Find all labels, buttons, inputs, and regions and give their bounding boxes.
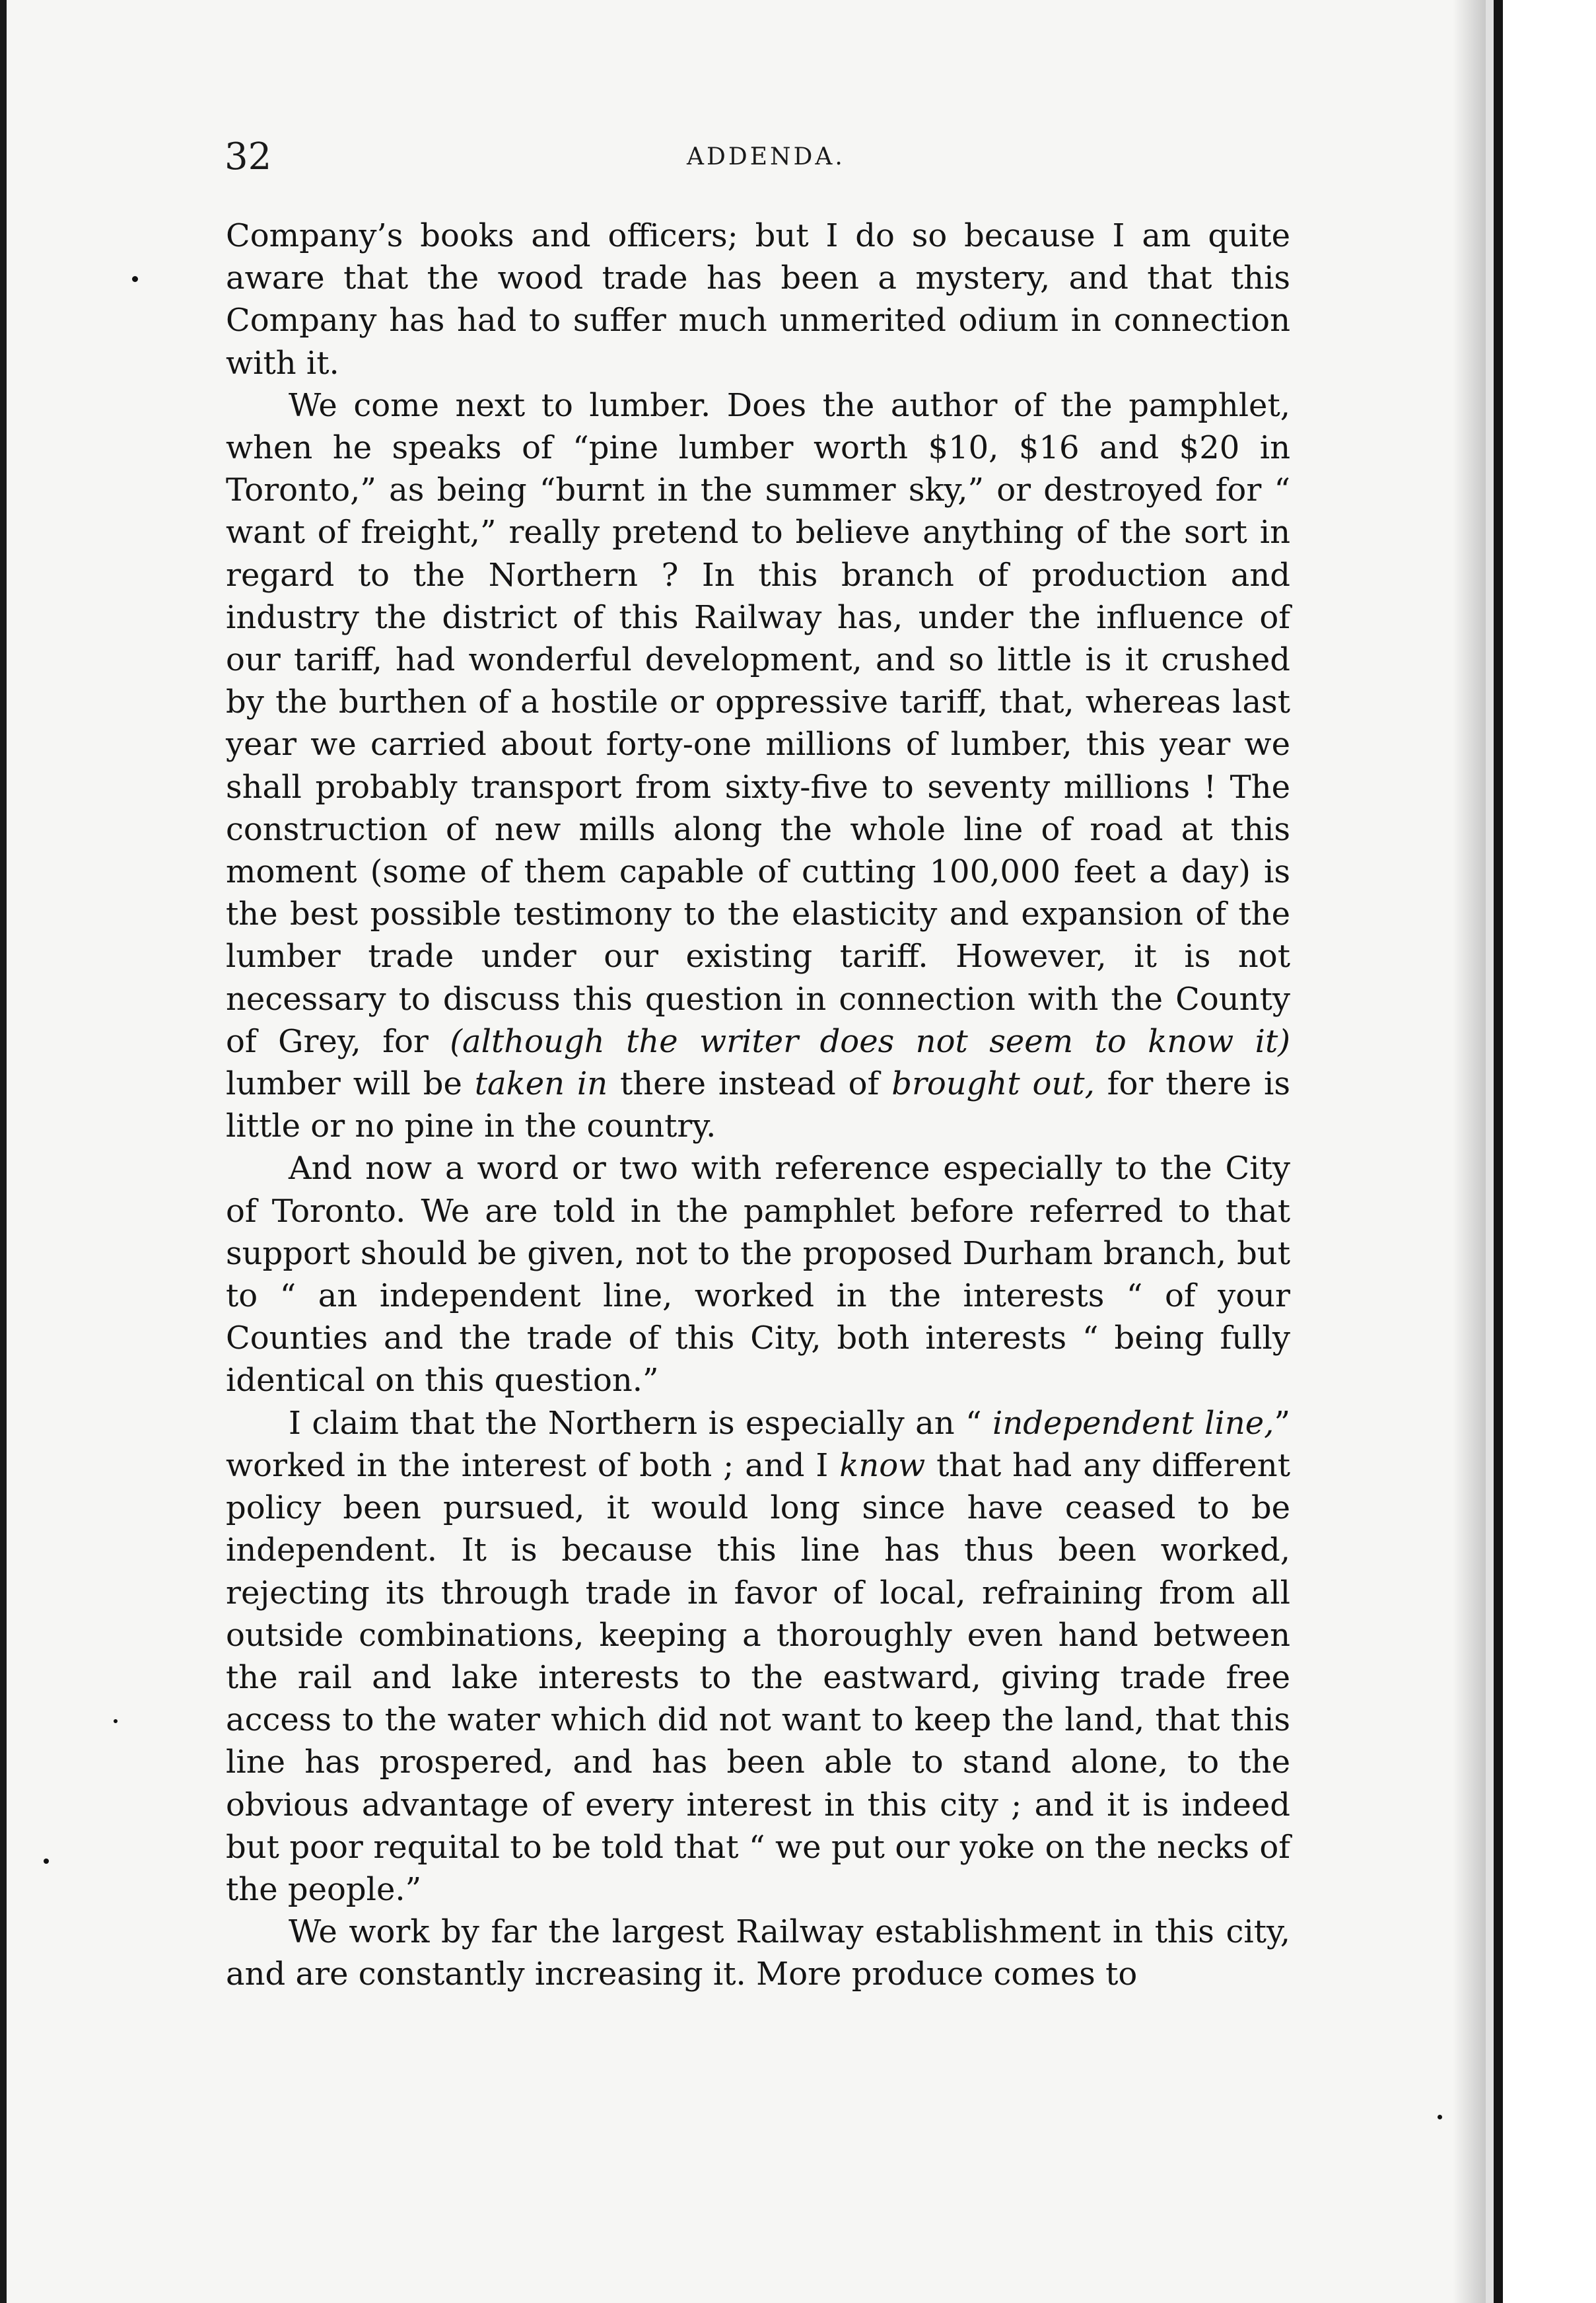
text-run: that had any different policy been pursued, it would long since have ceased to be independent. It is because this line has thus been worked, rejecting its through trade in favor of local, refraining from all outside combinations, keeping a thoroughly even hand between the rail and lake interests to the eastward, giving trade free access to the water which did not want to keep the land, that this line has prospered, and has been able to stand alone, to the obvious advantage of every interest in this city ; and it is indeed but poor requital to be told that “ we put our yoke on the necks of the people.” [226, 1446, 1290, 1908]
page-header [225, 135, 1294, 182]
page-number: 32 [225, 135, 272, 178]
text-run: lumber will be [226, 1065, 475, 1103]
text-run: for there is little or no pine in the country. [226, 1065, 1291, 1145]
left-scan-edge [0, 0, 7, 2303]
body-text [226, 215, 1290, 1996]
italic-text-run: brought out, [891, 1065, 1095, 1103]
margin-speck [114, 1719, 118, 1723]
margin-speck [132, 276, 138, 282]
margin-speck [1438, 2115, 1442, 2119]
text-run: We come next to lumber. Does the author of the pamphlet, when he speaks of “pine lumber worth $10, $16 and $20 in Toronto,” as being “burnt in the summer sky,” or destroyed for “ want of freight,” really pretend to believe anything of the sort in regard to the Northern ? In this branch of production and industry the district of this Railway has, under the influence of our tariff, had wonderful development, and so little is it crushed by the burthen of a hostile or oppressive tariff, that, whereas last year we carried about forty-one millions of lumber, this year we shall probably transport from sixty-five to seventy millions ! The construction of new mills along the whole line of road at this moment (some of them capable of cutting 100,000 feet a day) is the best possible testimony to the elasticity and expansion of the lumber trade under our existing tariff. However, it is not necessary to discuss this question in connection with the County of Grey, for [226, 386, 1290, 1060]
italic-text-run: taken in [474, 1065, 608, 1103]
right-binding-rule [1494, 0, 1503, 2303]
margin-speck [44, 1859, 49, 1864]
paragraph [226, 1147, 1290, 1401]
text-run: there instead of [607, 1065, 892, 1103]
paragraph [226, 215, 1290, 384]
text-run: And now a word or two with reference especially to the City of Toronto. We are told in the pamphlet before referred to that support should be given, not to the proposed Durham branch, but to “ an independent line, worked in the interests “ of your Counties and the trade of this City, both interests “ being fully identical on this question.” [226, 1150, 1290, 1400]
text-run: I claim that the Northern is especially an “ [289, 1404, 992, 1442]
paragraph [226, 384, 1290, 1148]
paragraph [226, 1402, 1290, 1911]
italic-text-run: (although the writer does not seem to know it) [450, 1022, 1291, 1060]
text-run: We work by far the largest Railway establishment in this city, and are constantly increasing it. More produce comes to [226, 1913, 1290, 1993]
running-head: ADDENDA. [687, 143, 845, 170]
paragraph [226, 1911, 1290, 1995]
text-run: Company’s books and officers; but I do so because I am quite aware that the wood trade has been a mystery, and that this Company has had to suffer much unmerited odium in connection with it. [226, 217, 1290, 382]
text-run: ” worked in the interest of both ; and I [226, 1404, 1290, 1484]
italic-text-run: independent line, [992, 1404, 1274, 1442]
italic-text-run: know [839, 1446, 926, 1484]
right-margin-bar [1503, 0, 1596, 2303]
